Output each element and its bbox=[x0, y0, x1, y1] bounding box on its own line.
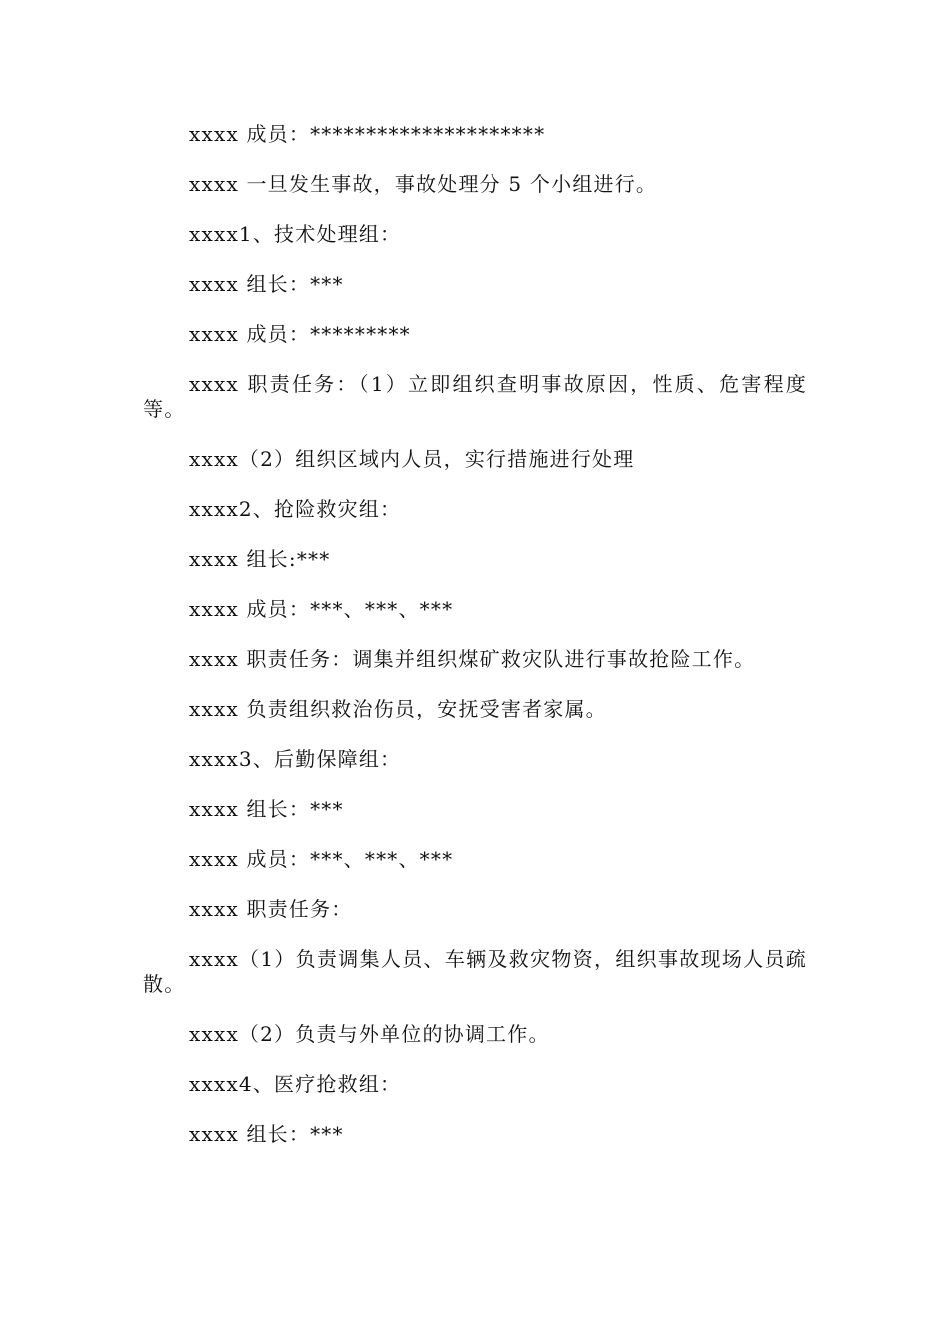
paragraph-logistics-group-heading: xxxx3、后勤保障组： bbox=[189, 747, 402, 771]
paragraph-logistics-group-duty-title: xxxx 职责任务： bbox=[189, 897, 353, 921]
paragraph-medical-group-heading: xxxx4、医疗抢救组： bbox=[189, 1072, 402, 1096]
paragraph-rescue-group-members: xxxx 成员：***、***、*** bbox=[189, 597, 454, 621]
paragraph-logistics-group-members: xxxx 成员：***、***、*** bbox=[189, 847, 454, 871]
paragraph-logistics-group-duty-1: xxxx（1）负责调集人员、车辆及救灾物资，组织事故现场人员疏散。 bbox=[143, 947, 807, 996]
paragraph-logistics-group-leader: xxxx 组长：*** bbox=[189, 797, 344, 821]
paragraph-members-all: xxxx 成员：********************* bbox=[189, 122, 546, 146]
paragraph-rescue-group-duty-2: xxxx 负责组织救治伤员，安抚受害者家属。 bbox=[189, 697, 607, 721]
paragraph-tech-group-heading: xxxx1、技术处理组： bbox=[189, 222, 402, 246]
paragraph-rescue-group-duty: xxxx 职责任务：调集并组织煤矿救灾队进行事故抢险工作。 bbox=[189, 647, 756, 671]
document-body bbox=[143, 110, 807, 1160]
paragraph-tech-group-duty-1: xxxx 职责任务：（1）立即组织查明事故原因，性质、危害程度等。 bbox=[143, 372, 807, 421]
paragraph-tech-group-members: xxxx 成员：********* bbox=[189, 322, 411, 346]
paragraph-rescue-group-leader: xxxx 组长:*** bbox=[189, 547, 331, 571]
paragraph-rescue-group-heading: xxxx2、抢险救灾组： bbox=[189, 497, 402, 521]
paragraph-medical-group-leader: xxxx 组长：*** bbox=[189, 1122, 344, 1146]
paragraph-accident-groups: xxxx 一旦发生事故，事故处理分 5 个小组进行。 bbox=[189, 172, 658, 196]
paragraph-logistics-group-duty-2: xxxx（2）负责与外单位的协调工作。 bbox=[189, 1022, 550, 1046]
paragraph-tech-group-duty-2: xxxx（2）组织区域内人员，实行措施进行处理 bbox=[189, 447, 635, 471]
paragraph-tech-group-leader: xxxx 组长：*** bbox=[189, 272, 344, 296]
